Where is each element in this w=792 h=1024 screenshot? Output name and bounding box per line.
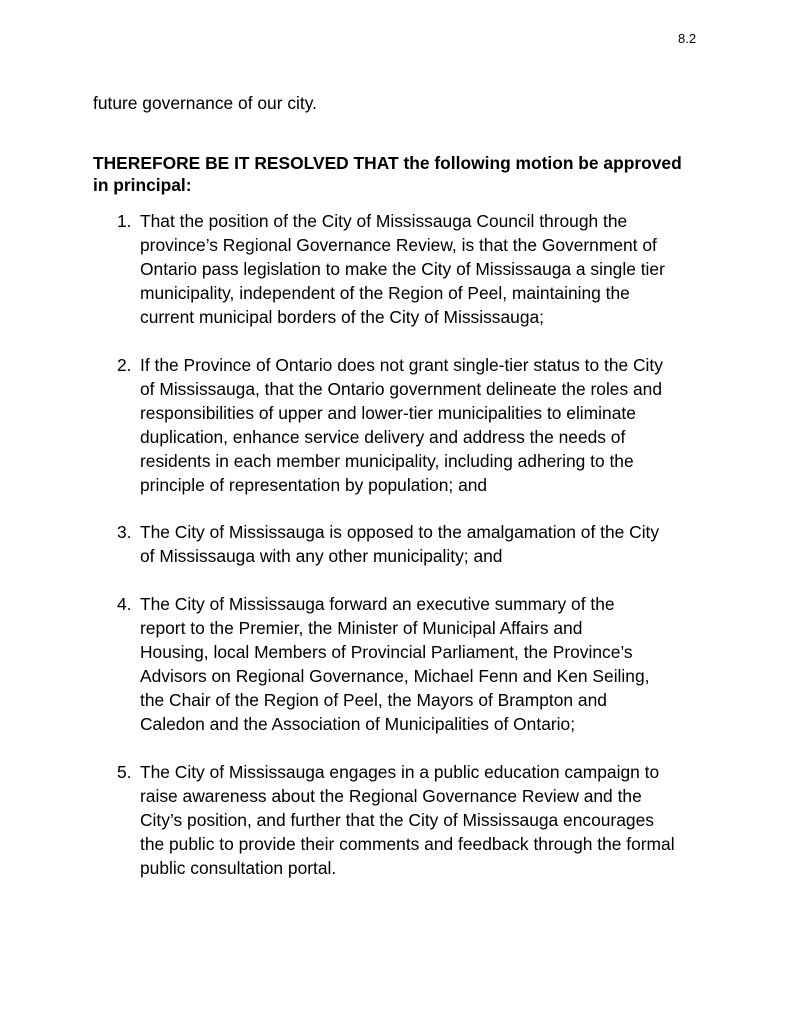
motion-item-number: 2. [117,355,132,375]
page-number: 8.2 [678,31,697,46]
motion-item-line: The City of Mississauga is opposed to the amalgamation of the City [140,522,660,542]
motion-item-line: report to the Premier, the Minister of Municipal Affairs and [140,618,583,638]
motion-item-line: Ontario pass legislation to make the City of Mississauga a single tier [140,259,665,279]
motion-item-line: Caledon and the Association of Municipalities of Ontario; [140,714,576,734]
motion-item-line: current municipal borders of the City of Mississauga; [140,307,545,327]
motion-item-line: of Mississauga with any other municipality; and [140,546,503,566]
motion-item-line: residents in each member municipality, including adhering to the [140,451,634,471]
motion-item-line: responsibilities of upper and lower-tier municipalities to eliminate [140,403,636,423]
motion-item-line: The City of Mississauga engages in a public education campaign to [140,762,660,782]
motion-item-line: If the Province of Ontario does not grant single-tier status to the City [140,355,663,375]
motion-item-line: the public to provide their comments and feedback through the formal [140,834,675,854]
motion-item-line: City’s position, and further that the City of Mississauga encourages [140,810,654,830]
motion-item-line: public consultation portal. [140,858,337,878]
motion-item-number: 5. [117,762,132,782]
motion-item-line: Housing, local Members of Provincial Parliament, the Province’s [140,642,633,662]
motion-item-line: the Chair of the Region of Peel, the Mayors of Brampton and [140,690,607,710]
intro-line: future governance of our city. [93,93,317,113]
motion-item-line: duplication, enhance service delivery and address the needs of [140,427,626,447]
motion-item-line: The City of Mississauga forward an executive summary of the [140,594,615,614]
motion-item-line: principle of representation by population; and [140,475,488,495]
resolution-heading-line-2: in principal: [93,175,192,195]
motion-item-number: 3. [117,522,132,542]
resolution-heading-line-1: THEREFORE BE IT RESOLVED THAT the following motion be approved [93,153,682,173]
motion-item-line: raise awareness about the Regional Governance Review and the [140,786,642,806]
motion-item-line: municipality, independent of the Region of Peel, maintaining the [140,283,630,303]
motion-item-number: 1. [117,211,132,231]
motion-item-line: province’s Regional Governance Review, is that the Government of [140,235,657,255]
motion-item-line: That the position of the City of Mississauga Council through the [140,211,628,231]
motion-item-number: 4. [117,594,132,614]
motion-item-line: Advisors on Regional Governance, Michael Fenn and Ken Seiling, [140,666,650,686]
motion-item-line: of Mississauga, that the Ontario government delineate the roles and [140,379,663,399]
